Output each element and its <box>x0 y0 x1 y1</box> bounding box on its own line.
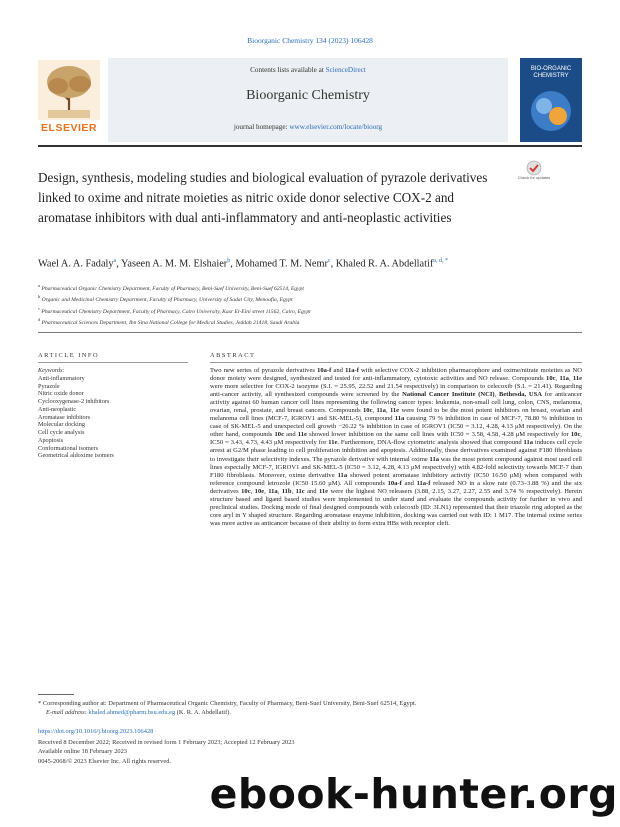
affiliation-item <box>38 282 538 293</box>
sciencedirect-link[interactable]: ScienceDirect <box>325 66 366 74</box>
contents-line <box>108 66 508 74</box>
author-affiliation-mark[interactable]: a <box>113 258 117 264</box>
section-divider <box>38 332 582 333</box>
bold-term: 11e <box>572 375 582 383</box>
keywords-label: Keywords: <box>38 367 65 374</box>
author-separator: , <box>116 258 121 270</box>
contents-prefix: Contents lists available at <box>250 66 326 74</box>
bold-term: National Cancer Institute (NCI) <box>402 391 495 399</box>
abstract-text: Two new series of pyrazole derivatives 10a-f and 11a-f with selective COX-2 inhibition pharmacophore and oxime/nitrate moieties as NO donor moiety were designed, synthesized and tested for anti-inflammatory, cytotoxic activities and NO release. Compounds 10c, 11a, 11e were more selective for COX-2 isozyme (S.I. = 25.95, 22.52 and 21.54 respectively) in comparison to celecoxib (S.I. = 21.41). Regarding anti-cancer activity, all synthesized compounds were screened by the National Cancer Institute (NCI), Bethesda, USA for anticancer activity against 60 human cancer cell lines representing the following cancer types: leukemia, non-small cell lung, colon, CNS, melanoma, ovarian, renal, prostate, and breast cancers. Compounds 10c, 11a, 11e were found to be the most potent inhibitors on breast, ovarian and melanoma cell lines (MCF-7, IGROV1 and SK-MEL-5), compound 11a causing 79 % inhibition in case of MCF-7, 78.80 % inhibition in case of SK-MEL-5 and unexpected cell growth −26.22 % inhibition in case of IGROV1 (IC50 = 3.12, 4.28, 4.13 μM respectively). On the other hand, compounds 10c and 11e showed lower inhibition on the same cell lines with IC50 = 3.58, 4.58, 4.28 μM respectively for 10c, IC50 = 3.43, 4.73, 4.43 μM respectively for 11e. Furthermore, DNA-flow cytometric analysis showed that compound 11a induces cell cycle arrest at G2/M phase leading to cell proliferation inhibition and apoptosis. Additionally, these derivatives examined against F180 fibroblasts to investigate their selectivity indexes. The pyrazole derivative with internal oxime 11a was the most potent compound against most used cell lines especially MCF-7, IGROV1 and SK-MEL-5 (IC50 = 3.12, 4.28, 4.13 μM respectively) with 4.82-fold selectivity towards MCF-7 than F180 fibroblasts. Moreover, oxime derivative 11a showed potent aromatase inhibitory activity (IC50 16.50 μM) when compared with reference compound letrozole (IC50 15.60 μM). All compounds 10a-f and 11a-f released NO in a slow rate (0.73–3.88 %) and the six derivatives 10c, 10e, 11a, 11b, 11c and 11e were the highest NO releasers (3.88, 2.15, 3.27, 2.27, 2.55 and 3.74 % respectively). Herein structure based and ligand based studies were implemented to under stand and evaluate the compounds activity for further in vivo and preclinical studies. Docking mode of final designed compounds with celecoxib (ID: 3LN1) represented that their triazole ring adopted as the core aryl in Y shaped structure. Regarding aromatase enzyme inhibition, docking was carried out with ID: 1 M17. The internal oxime series was more active as anticancer because of their ability to form extra HBs with receptor cleft. <box>210 367 583 527</box>
bold-term: 11a-f <box>416 479 431 487</box>
history-line: 0045-2068/© 2023 Elsevier Inc. All rights reserved. <box>38 757 171 765</box>
journal-header <box>108 58 508 142</box>
footnote-mark: * <box>38 700 42 707</box>
journal-name: Bioorganic Chemistry <box>246 88 370 103</box>
bold-term: Bethesda, USA <box>499 391 542 399</box>
keyword-item: Nitric oxide donor <box>38 390 84 398</box>
affiliation-mark: c <box>38 305 40 311</box>
check-for-updates-icon[interactable] <box>520 160 548 186</box>
bold-term: 11e <box>390 407 400 415</box>
author-name[interactable]: Wael A. A. Fadaly <box>38 258 114 270</box>
bold-term: 10c <box>570 431 581 439</box>
doi-link[interactable]: https://doi.org/10.1016/j.bioorg.2023.106428 <box>38 728 154 735</box>
history-line: Available online 18 February 2023 <box>38 748 127 756</box>
author-affiliation-mark[interactable]: a, d, * <box>433 258 448 264</box>
footnote-rule <box>38 694 74 695</box>
author-name[interactable]: Khaled R. A. Abdellatif <box>335 258 434 270</box>
affiliation-item <box>38 293 538 304</box>
keyword-item: Geometrical aldoxime isomers <box>38 452 114 460</box>
email-suffix: (K. R. A. Abdellatif). <box>175 709 231 716</box>
affiliation-item <box>38 316 538 327</box>
author-separator: , <box>330 258 336 270</box>
keyword-item: Molecular docking <box>38 421 85 429</box>
elsevier-logo-text: ELSEVIER <box>41 122 97 134</box>
affiliation-text: Organic and Medicinal Chemistry Department, Faculty of Pharmacy, University of Sadat City, Menoufia, Egypt <box>40 297 293 304</box>
abstract-rule <box>210 362 582 363</box>
journal-cover-image <box>520 58 582 142</box>
header-rule <box>38 145 582 147</box>
author-separator: , <box>230 258 236 270</box>
homepage-link[interactable]: www.elsevier.com/locate/bioorg <box>289 123 383 131</box>
homepage-prefix: journal homepage: <box>233 123 290 131</box>
article-title: Design, synthesis, modeling studies and biological evaluation of pyrazole derivatives linked to oxime and nitrate moieties as nitric oxide donor selective COX-2 and aromatase inhibitors with dual anti-inflammatory and anti-neoplastic activities <box>38 170 488 225</box>
affiliation-mark: b <box>38 294 41 300</box>
bold-term: 10a-f <box>317 367 332 374</box>
bold-term: 11c <box>295 487 305 495</box>
corresponding-author-footnote <box>38 699 582 717</box>
bold-term: 10c <box>274 431 284 439</box>
bold-term: 11a <box>523 439 534 447</box>
affiliation-text: Pharmaceutical Organic Chemistry Department, Faculty of Pharmacy, Beni-Suef University, Beni-Suef 62514, Egypt <box>40 285 304 292</box>
cover-title: BIO-ORGANIC CHEMISTRY <box>530 66 572 79</box>
keyword-item: Aromatase inhibitors <box>38 413 91 421</box>
footnote-text: Corresponding author at: Department of Pharmaceutical Organic Chemistry, Faculty of Pharmacy, Beni-Suef University, Beni-Suef 62514, Egypt. <box>42 700 417 707</box>
bold-term: 11e <box>297 431 307 439</box>
bold-term: 11a <box>559 375 569 383</box>
keyword-item: Anti-neoplastic <box>38 405 77 413</box>
keyword-item: Cyclooxygenase-2 inhibitors <box>38 398 110 405</box>
keyword-item: Apoptosis <box>38 436 64 444</box>
bold-term: 11a <box>268 487 278 495</box>
affiliation-mark: a <box>38 283 40 288</box>
author-name[interactable]: Yaseen A. M. M. Elshaier <box>120 258 228 270</box>
history-line: Received 8 December 2022; Received in revised form 1 February 2023; Accepted 12 February 2023 <box>38 739 295 746</box>
bold-term: 10c <box>363 407 373 415</box>
bold-term: 10c <box>546 375 556 383</box>
bold-term: 11a <box>376 407 386 415</box>
article-info-rule <box>38 362 188 363</box>
affiliation-item <box>38 305 538 316</box>
bold-term: 11e <box>319 487 329 495</box>
keyword-item: Anti-inflammatory <box>38 374 85 382</box>
keyword-item: Cell cycle analysis <box>38 429 85 436</box>
keyword-list <box>38 367 188 460</box>
bold-term: 11a <box>394 415 405 423</box>
email-label: E-mail address: <box>46 709 87 716</box>
keywords <box>38 375 188 460</box>
journal-citation[interactable]: Bioorganic Chemistry 134 (2023) 106428 <box>247 36 373 45</box>
bold-term: 11a <box>429 455 439 463</box>
bold-term: 10a-f <box>387 479 402 487</box>
bold-term: 11a <box>337 471 348 479</box>
email-link[interactable]: khaled.ahmed@pharm.bsu.edu.eg <box>88 709 176 716</box>
author-name[interactable]: Mohamed T. M. Nemr <box>235 258 328 270</box>
author-list <box>38 254 498 271</box>
bold-term: 10e <box>254 487 265 495</box>
bold-term: 11b <box>281 487 292 495</box>
bold-term: 11a-f <box>345 367 359 374</box>
article-info-heading: ARTICLE INFO <box>38 352 100 359</box>
abstract-heading: ABSTRACT <box>210 352 256 359</box>
affiliation-text: Pharmaceutical Sciences Department, Ibn Sina National College for Medical Studies, Jeddah 21418, Saudi Arabia <box>40 319 300 326</box>
homepage-line <box>108 123 508 131</box>
check-updates-label[interactable]: Check for updates <box>517 175 551 180</box>
keyword-item: Pyrazole <box>38 382 60 390</box>
author-affiliation-mark[interactable]: b <box>227 258 231 264</box>
watermark: ebook-hunter.org <box>209 770 618 818</box>
keyword-item: Conformational isomers <box>38 444 98 452</box>
author-affiliation-mark[interactable]: c <box>327 258 331 264</box>
affiliation-mark: d <box>38 316 41 322</box>
article-history <box>38 738 295 766</box>
affiliation-text: Pharmaceutical Chemistry Department, Faculty of Pharmacy, Cairo University, Kasr El-Eini street 11562, Cairo, Egypt <box>40 308 311 315</box>
bold-term: 11e <box>328 439 338 447</box>
affiliations <box>38 282 538 327</box>
bold-term: 10c <box>241 487 251 495</box>
